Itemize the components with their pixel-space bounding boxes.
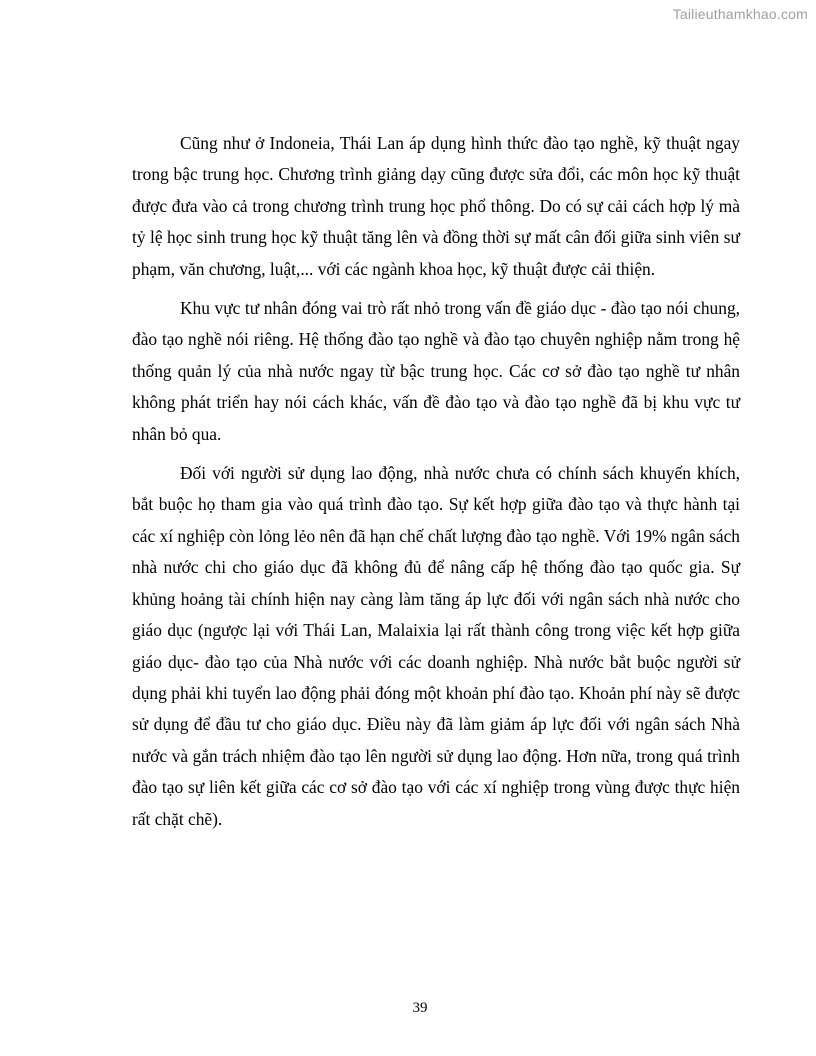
- document-body: [132, 128, 740, 843]
- paragraph-1: Cũng như ở Indoneia, Thái Lan áp dụng hình thức đào tạo nghề, kỹ thuật ngay trong bậc trung học. Chương trình giảng dạy cũng được sửa đổi, các môn học kỹ thuật được đưa vào cả trong chương trình trung học phổ thông. Do có sự cải cách hợp lý mà tỷ lệ học sinh trung học kỹ thuật tăng lên và đồng thời sự mất cân đối giữa sinh viên sư phạm, văn chương, luật,... với các ngành khoa học, kỹ thuật được cải thiện.: [132, 133, 740, 279]
- paragraph-2: Khu vực tư nhân đóng vai trò rất nhỏ trong vấn đề giáo dục - đào tạo nói chung, đào tạo nghề nói riêng. Hệ thống đào tạo nghề và đào tạo chuyên nghiệp nằm trong hệ thống quản lý của nhà nước ngay từ bậc trung học. Các cơ sở đào tạo nghề tư nhân không phát triển hay nói cách khác, vấn đề đào tạo và đào tạo nghề đã bị khu vực tư nhân bỏ qua.: [132, 298, 740, 444]
- paragraph-3: Đối với người sử dụng lao động, nhà nước chưa có chính sách khuyến khích, bắt buộc họ tham gia vào quá trình đào tạo. Sự kết hợp giữa đào tạo và thực hành tại các xí nghiệp còn lỏng lẻo nên đã hạn chế chất lượng đào tạo nghề. Với 19% ngân sách nhà nước chi cho giáo dục đã không đủ để nâng cấp hệ thống đào tạo quốc gia. Sự khủng hoảng tài chính hiện nay càng làm tăng áp lực đối với ngân sách nhà nước cho giáo dục (ngược lại với Thái Lan, Malaixia lại rất thành công trong việc kết hợp giữa giáo dục- đào tạo của Nhà nước với các doanh nghiệp. Nhà nước bắt buộc người sử dụng phải khi tuyển lao động phải đóng một khoản phí đào tạo. Khoản phí này sẽ được sử dụng để đầu tư cho giáo dục. Điều này đã làm giảm áp lực đối với ngân sách Nhà nước và gắn trách nhiệm đào tạo lên người sử dụng lao động. Hơn nữa, trong quá trình đào tạo sự liên kết giữa các cơ sở đào tạo với các xí nghiệp trong vùng được thực hiện rất chặt chẽ).: [132, 463, 740, 829]
- watermark: Tailieuthamkhao.com: [672, 6, 808, 22]
- page-number: 39: [412, 1000, 428, 1016]
